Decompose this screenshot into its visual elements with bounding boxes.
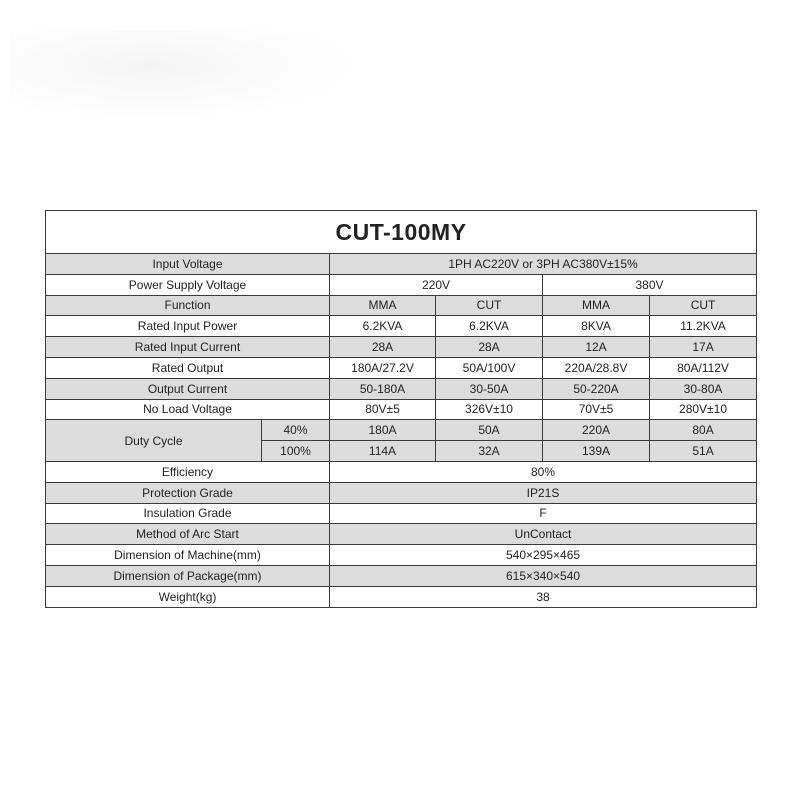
row-value: 540×295×465 — [330, 545, 757, 566]
table-row — [46, 337, 757, 358]
table-cell: 139A — [543, 441, 650, 462]
row-value: F — [330, 503, 757, 524]
table-cell: 220A/28.8V — [543, 357, 650, 378]
table-cell: 28A — [330, 337, 436, 358]
table-row — [46, 378, 757, 399]
table-cell: 50A/100V — [436, 357, 543, 378]
table-row — [46, 316, 757, 337]
spec-table — [45, 210, 757, 608]
table-row — [46, 565, 757, 586]
row-label: Power Supply Voltage — [46, 274, 330, 295]
row-label: Function — [46, 295, 330, 316]
row-label: Weight(kg) — [46, 586, 330, 607]
table-cell: 326V±10 — [436, 399, 543, 420]
table-cell: 28A — [436, 337, 543, 358]
table-cell: 70V±5 — [543, 399, 650, 420]
voltage-380-header: 380V — [543, 274, 757, 295]
title-row — [46, 211, 757, 254]
table-cell: MMA — [330, 295, 436, 316]
table-row — [46, 399, 757, 420]
table-cell: 180A/27.2V — [330, 357, 436, 378]
row-value: 615×340×540 — [330, 565, 757, 586]
table-cell: 220A — [543, 420, 650, 441]
row-value: 38 — [330, 586, 757, 607]
table-cell: CUT — [650, 295, 757, 316]
table-row — [46, 274, 757, 295]
row-value: UnContact — [330, 524, 757, 545]
table-row — [46, 482, 757, 503]
table-cell: 50-180A — [330, 378, 436, 399]
table-cell: 6.2KVA — [436, 316, 543, 337]
voltage-220-header: 220V — [330, 274, 543, 295]
table-cell: MMA — [543, 295, 650, 316]
table-cell: 12A — [543, 337, 650, 358]
row-value: 80% — [330, 461, 757, 482]
row-label: Rated Input Current — [46, 337, 330, 358]
duty-cycle-pct: 100% — [262, 441, 330, 462]
table-cell: 51A — [650, 441, 757, 462]
row-label: Method of Arc Start — [46, 524, 330, 545]
table-row — [46, 357, 757, 378]
table-cell: 17A — [650, 337, 757, 358]
table-cell: 30-50A — [436, 378, 543, 399]
table-row — [46, 524, 757, 545]
table-cell: 180A — [330, 420, 436, 441]
row-label: Protection Grade — [46, 482, 330, 503]
table-cell: 32A — [436, 441, 543, 462]
row-label: No Load Voltage — [46, 399, 330, 420]
table-cell: 50A — [436, 420, 543, 441]
table-row — [46, 586, 757, 607]
table-row — [46, 420, 757, 441]
table-cell: 114A — [330, 441, 436, 462]
row-label: Insulation Grade — [46, 503, 330, 524]
table-row — [46, 295, 757, 316]
row-label: Efficiency — [46, 461, 330, 482]
row-label: Duty Cycle — [46, 420, 262, 462]
table-cell: 8KVA — [543, 316, 650, 337]
row-label: Input Voltage — [46, 254, 330, 275]
row-label: Rated Input Power — [46, 316, 330, 337]
table-cell: 6.2KVA — [330, 316, 436, 337]
table-row — [46, 545, 757, 566]
row-label: Dimension of Package(mm) — [46, 565, 330, 586]
duty-cycle-pct: 40% — [262, 420, 330, 441]
table-cell: 80A/112V — [650, 357, 757, 378]
table-cell: 30-80A — [650, 378, 757, 399]
background-smudge — [10, 30, 360, 120]
table-row — [46, 254, 757, 275]
row-label: Dimension of Machine(mm) — [46, 545, 330, 566]
row-value: IP21S — [330, 482, 757, 503]
row-label: Output Current — [46, 378, 330, 399]
product-title: CUT-100MY — [46, 211, 757, 254]
table-cell: CUT — [436, 295, 543, 316]
table-cell: 80V±5 — [330, 399, 436, 420]
table-row — [46, 503, 757, 524]
row-value: 1PH AC220V or 3PH AC380V±15% — [330, 254, 757, 275]
table-row — [46, 461, 757, 482]
table-cell: 280V±10 — [650, 399, 757, 420]
table-cell: 50-220A — [543, 378, 650, 399]
table-cell: 80A — [650, 420, 757, 441]
row-label: Rated Output — [46, 357, 330, 378]
table-cell: 11.2KVA — [650, 316, 757, 337]
